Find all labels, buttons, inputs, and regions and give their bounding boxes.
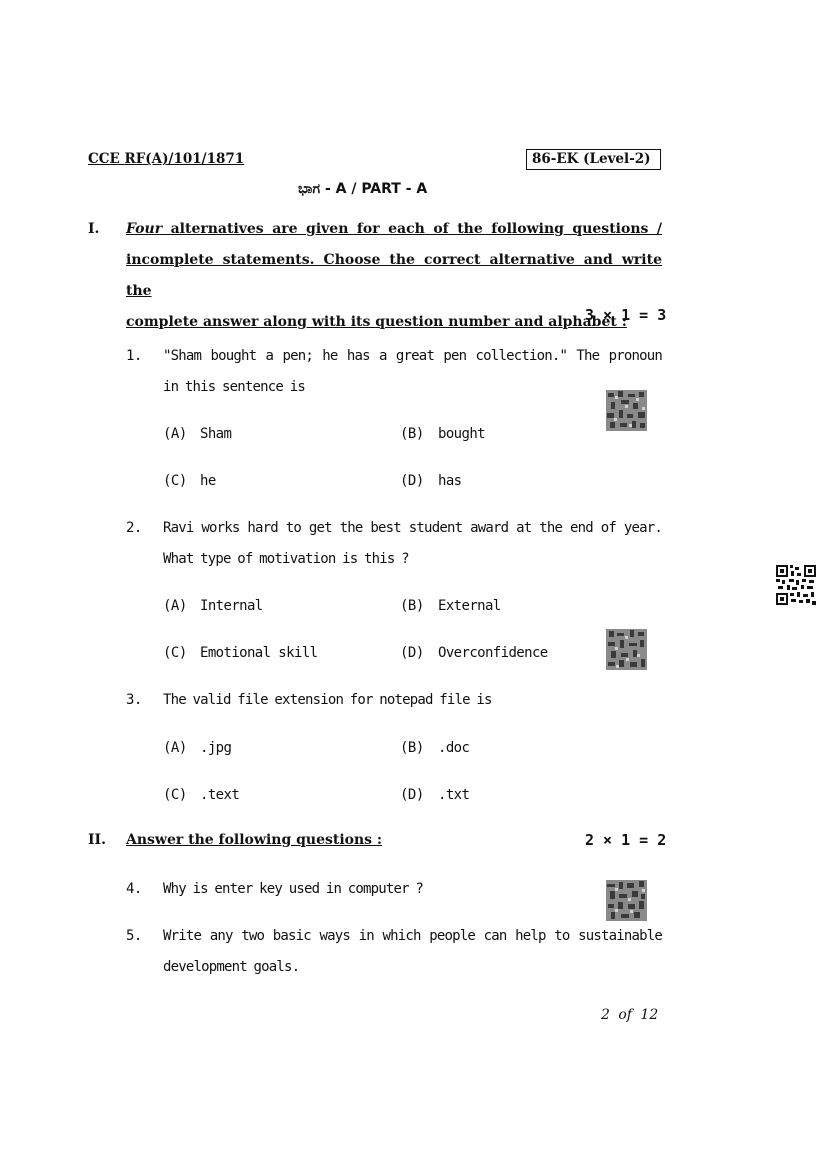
exam-code: CCE RF(A)/101/1871 — [88, 151, 245, 167]
question-5-line-2: development goals. — [163, 959, 300, 975]
part-title: ಭಾಗ - A / PART - A — [298, 181, 428, 197]
q3-option-a-text: .jpg — [200, 740, 232, 756]
q1-option-b-letter: (B) — [400, 426, 424, 442]
q2-option-d-letter: (D) — [400, 645, 424, 661]
q3-option-d-text: .txt — [438, 787, 470, 803]
instruction-line-3: complete answer along with its question number and alphabet : — [126, 314, 627, 330]
q3-option-c-letter: (C) — [163, 787, 187, 803]
section-1-number: I. — [88, 221, 100, 237]
instruction-line-2: incomplete statements. Choose the correct alternative and write the — [126, 252, 662, 299]
q3-option-d-letter: (D) — [400, 787, 424, 803]
section-2-number: II. — [88, 832, 106, 848]
q2-option-a-text: Internal — [200, 598, 263, 614]
q2-option-d-text: Overconfidence — [438, 645, 548, 661]
q3-option-a-letter: (A) — [163, 740, 187, 756]
question-1-number: 1. — [126, 348, 142, 364]
question-4-line-1: Why is enter key used in computer ? — [163, 881, 424, 897]
instruction-line-1-text: alternatives are given for each of the following questions / — [170, 221, 662, 237]
question-1-text — [163, 341, 662, 403]
section-1-instruction — [126, 214, 662, 338]
qr-code-icon — [606, 629, 647, 670]
q1-option-a-letter: (A) — [163, 426, 187, 442]
question-2-line-2: What type of motivation is this ? — [163, 551, 409, 567]
question-3-number: 3. — [126, 692, 142, 708]
q2-option-a-letter: (A) — [163, 598, 187, 614]
page-number: 2 of 12 — [601, 1007, 659, 1023]
question-5-text — [163, 921, 662, 983]
qr-code-icon — [776, 565, 816, 605]
section-2-marks: 2 × 1 = 2 — [585, 831, 667, 849]
q3-option-b-text: .doc — [438, 740, 470, 756]
question-1-line-1: "Sham bought a pen; he has a great pen collection." The pronoun — [163, 348, 662, 364]
instruction-emphasis: Four — [126, 221, 163, 237]
q1-option-c-text: he — [200, 473, 216, 489]
section-2-instruction: Answer the following questions : — [126, 832, 383, 848]
q1-option-d-text: has — [438, 473, 462, 489]
paper-code-box: 86-EK (Level-2) — [526, 149, 661, 170]
q1-option-d-letter: (D) — [400, 473, 424, 489]
question-3-line-1: The valid file extension for notepad file is — [163, 692, 492, 708]
question-4-text — [163, 874, 662, 905]
section-1-marks: 3 × 1 = 3 — [585, 306, 667, 324]
question-3-text — [163, 685, 662, 716]
q3-option-c-text: .text — [200, 787, 240, 803]
q1-option-b-text: bought — [438, 426, 485, 442]
q2-option-b-letter: (B) — [400, 598, 424, 614]
question-1-line-2: in this sentence is — [163, 379, 305, 395]
q1-option-c-letter: (C) — [163, 473, 187, 489]
question-2-number: 2. — [126, 520, 142, 536]
question-2-line-1: Ravi works hard to get the best student award at the end of year. — [163, 520, 662, 536]
q1-option-a-text: Sham — [200, 426, 232, 442]
question-5-line-1: Write any two basic ways in which people can help to sustainable — [163, 928, 662, 944]
q3-option-b-letter: (B) — [400, 740, 424, 756]
instruction-line-1 — [126, 214, 662, 245]
question-5-number: 5. — [126, 928, 142, 944]
q2-option-c-text: Emotional skill — [200, 645, 318, 661]
qr-code-icon — [606, 880, 647, 921]
q2-option-b-text: External — [438, 598, 501, 614]
qr-code-icon — [606, 390, 647, 431]
question-4-number: 4. — [126, 881, 142, 897]
question-2-text — [163, 513, 662, 575]
q2-option-c-letter: (C) — [163, 645, 187, 661]
